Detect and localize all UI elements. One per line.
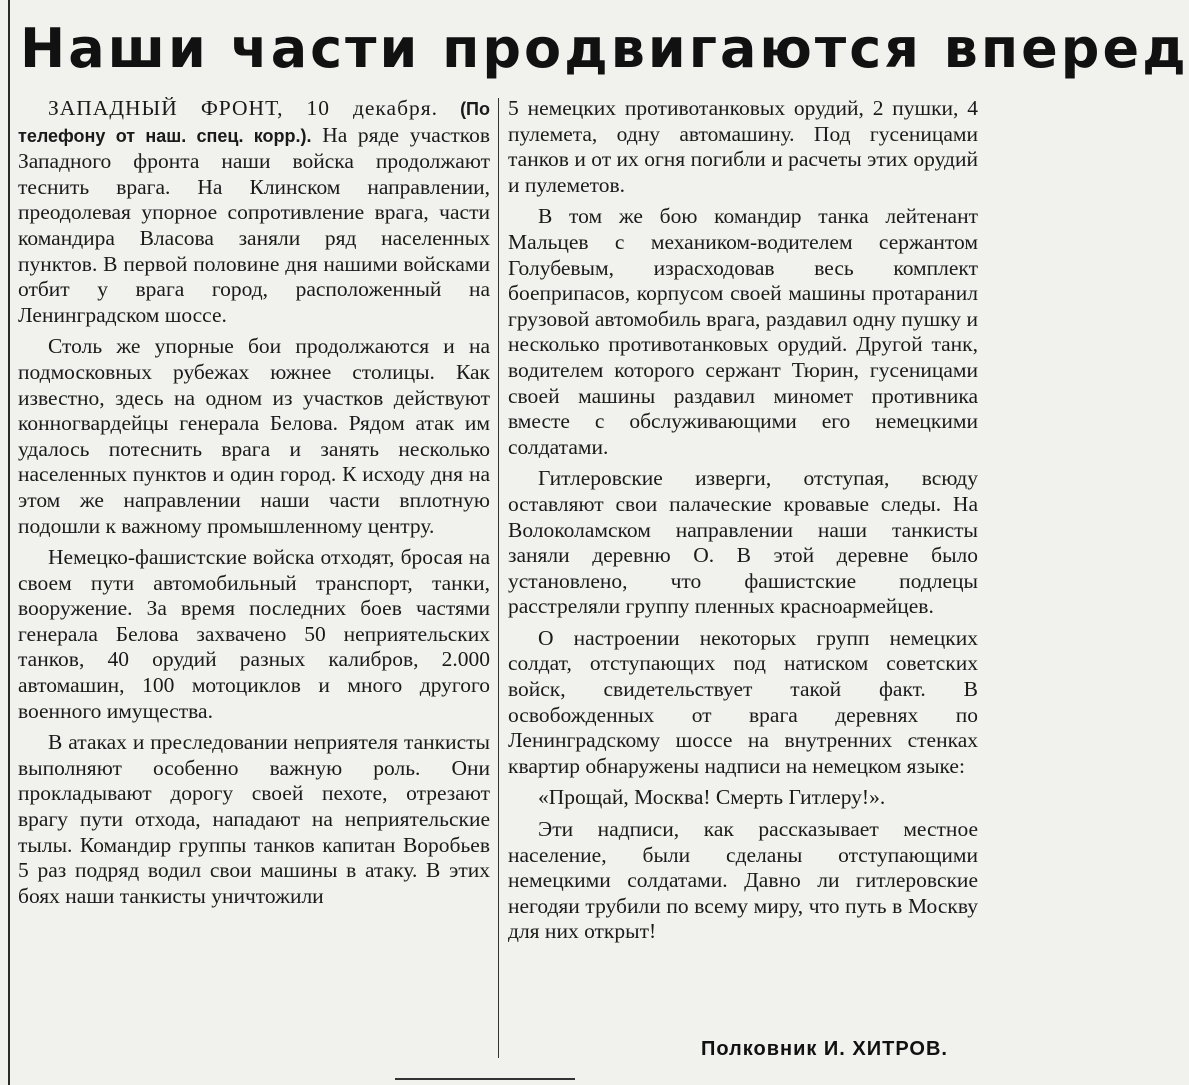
quoted-inscription: «Прощай, Москва! Смерть Гитлеру!». xyxy=(538,785,886,810)
author-signature: Полковник И. ХИТРОВ. xyxy=(700,1038,948,1060)
lead-paragraph xyxy=(18,96,490,328)
body-paragraph: О настроении некоторых групп немецких солдат, отступающих под натиском советских войск, свидетельствует такой факт. В освобожденных от врага деревнях по Ленинградскому шоссе на внутренних стенках квартир обнаружены надписи на немецком языке: xyxy=(508,625,978,778)
body-paragraph-continued: 5 немецких противотанковых орудий, 2 пушки, 4 пулемета, одну автомашину. Под гусеницами танков и от их огня погибли и расчеты этих орудий и пулеметов. xyxy=(508,96,978,197)
article-headline: Наши части продвигаются вперед xyxy=(20,17,1189,80)
lead-text: На ряде участков Западного фронта наши войска продолжают теснить врага. На Клинском направлении, преодолевая упорное сопротивление врага, части командира Власова заняли ряд населенных пунктов. В первой половине дня нашими войсками отбит у врага город, расположенный на Ленинградском шоссе. xyxy=(18,122,491,327)
body-paragraph: В атаках и преследовании неприятеля танкисты выполняют особенно важную роль. Они прокладывают дорогу своей пехоте, отрезают врагу пути отхода, нападают на неприятельские тылы. Командир группы танков капитан Воробьев 5 раз подряд водил свои машины в атаку. В этих боях наши танкисты уничтожили xyxy=(18,730,490,908)
bottom-rule xyxy=(395,1078,575,1080)
body-paragraph: Немецко-фашистские войска отходят, бросая на своем пути автомобильный транспорт, танки, вооружение. За время последних боев частями генерала Белова захвачено 50 неприятельских танков, 40 орудий разных калибров, 2.000 автомашин, 100 мотоциклов и много другого военного имущества. xyxy=(18,545,490,723)
body-paragraph: Гитлеровские изверги, отступая, всюду оставляют свои палаческие кровавые следы. На Волоколамском направлении наши танкисты заняли деревню О. В этой деревне было установлено, что фашистские подлецы расстреляли группу пленных красноармейцев. xyxy=(508,466,978,619)
body-paragraph: Столь же упорные бои продолжаются и на подмосковных рубежах южнее столицы. Как известно, здесь на одном из участков действуют конногвардейцы генерала Белова. Рядом атак им удалось потеснить врага и занять несколько населенных пунктов и один город. К исходу дня на этом же направлении наши части вплотную подошли к важному промышленному центру. xyxy=(18,334,490,538)
left-column xyxy=(18,96,490,915)
right-column xyxy=(508,96,978,951)
dateline: ЗАПАДНЫЙ ФРОНТ, 10 декабря. xyxy=(48,96,439,120)
source-note: (По телефону от наш. спец. корр.). xyxy=(18,99,490,146)
page-left-rule xyxy=(8,0,10,1085)
body-paragraph: В том же бою командир танка лейтенант Мальцев с механиком-водителем сержантом Голубевым, израсходовав весь комплект боеприпасов, корпусом своей машины протаранил грузовой автомобиль врага, раздавил одну пушку и несколько противотанковых орудий. Другой танк, водителем которого сержант Тюрин, гусеницами своей машины раздавил миномет противника вместе с обслуживающими его немецкими солдатами. xyxy=(508,204,978,459)
column-divider xyxy=(498,98,499,1058)
body-paragraph: Эти надписи, как рассказывает местное население, были сделаны отступающими немецкими солдатами. Давно ли гитлеровские негодяи трубили по всему миру, что путь в Москву для них открыт! xyxy=(508,817,978,944)
